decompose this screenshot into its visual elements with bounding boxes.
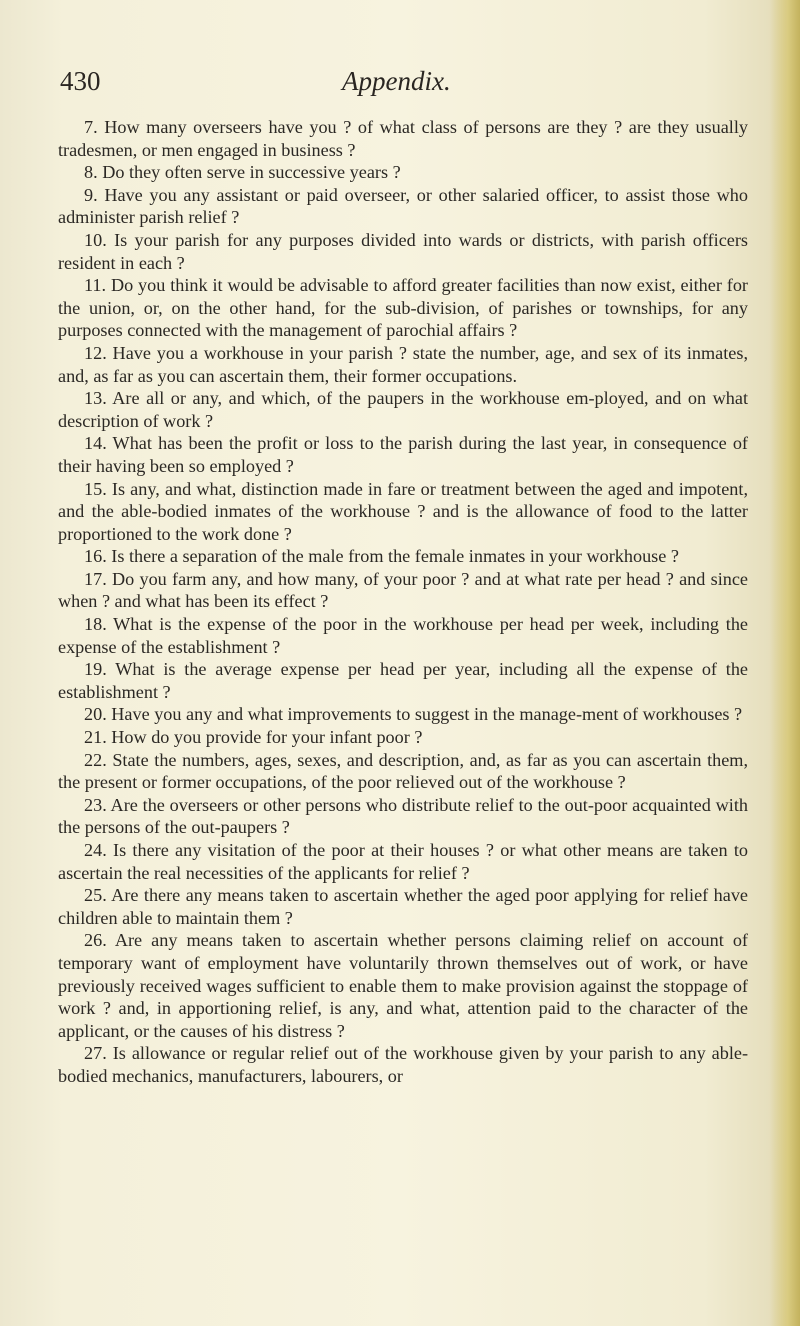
question-26: 26. Are any means taken to ascertain whether persons claiming relief on account of temporary want of employment have voluntarily thrown themselves out of work, or have previously received wages sufficient to enable them to make provision against the stoppage of work ? and, in apportioning relief, is any, and what, attention paid to the character of the applicant, or the causes of his distress ?: [58, 930, 748, 1041]
question-14: 14. What has been the profit or loss to the parish during the last year, in consequence of their having been so employed ?: [58, 433, 748, 476]
question-27: 27. Is allowance or regular relief out of the workhouse given by your parish to any able-bodied mechanics, manufacturers, labourers, or: [58, 1043, 748, 1086]
running-title: Appendix.: [342, 66, 451, 96]
page-edge-shadow: [770, 0, 800, 1326]
question-21: 21. How do you provide for your infant poor ?: [84, 727, 423, 748]
question-16: 16. Is there a separation of the male from the female inmates in your workhouse ?: [84, 546, 679, 567]
page-header: [60, 66, 740, 106]
question-8: 8. Do they often serve in successive years ?: [84, 162, 401, 183]
question-list: [58, 116, 748, 1088]
question-15: 15. Is any, and what, distinction made in fare or treatment between the aged and impotent, and the able-bodied inmates of the workhouse ? and is the allowance of food to the latter proportioned to the work done ?: [58, 478, 748, 544]
question-11: 11. Do you think it would be advisable to afford greater facilities than now exist, either for the union, or, on the other hand, for the sub-division, of parishes or townships, for any purposes connected with the management of parochial affairs ?: [58, 275, 748, 341]
question-20: 20. Have you any and what improvements to suggest in the manage-ment of workhouses ?: [84, 704, 743, 725]
question-7: 7. How many overseers have you ? of what class of persons are they ? are they usually tradesmen, or men engaged in business ?: [58, 117, 748, 160]
question-23: 23. Are the overseers or other persons who distribute relief to the out-poor acquainted with the persons of the out-paupers ?: [58, 794, 748, 838]
question-9: 9. Have you any assistant or paid overseer, or other salaried officer, to assist those who administer parish relief ?: [58, 184, 748, 228]
question-18: 18. What is the expense of the poor in the workhouse per head per week, including the expense of the establishment ?: [58, 614, 748, 657]
question-22: 22. State the numbers, ages, sexes, and description, and, as far as you can ascertain them, the present or former occupations, of the poor relieved out of the workhouse ?: [58, 749, 748, 793]
question-19: 19. What is the average expense per head per year, including all the expense of the establishment ?: [58, 659, 748, 702]
page-number: 430: [60, 66, 101, 96]
question-12: 12. Have you a workhouse in your parish ? state the number, age, and sex of its inmates, and, as far as you can ascertain them, their former occupations.: [58, 342, 748, 386]
question-13: 13. Are all or any, and which, of the paupers in the workhouse em-ployed, and on what description of work ?: [58, 388, 748, 431]
question-10: 10. Is your parish for any purposes divided into wards or districts, with parish officers resident in each ?: [58, 229, 748, 273]
question-25: 25. Are there any means taken to ascertain whether the aged poor applying for relief have children able to maintain them ?: [58, 885, 748, 928]
question-24: 24. Is there any visitation of the poor at their houses ? or what other means are taken to ascertain the real necessities of the applicants for relief ?: [58, 840, 748, 883]
question-17: 17. Do you farm any, and how many, of your poor ? and at what rate per head ? and since when ? and what has been its effect ?: [58, 568, 748, 612]
